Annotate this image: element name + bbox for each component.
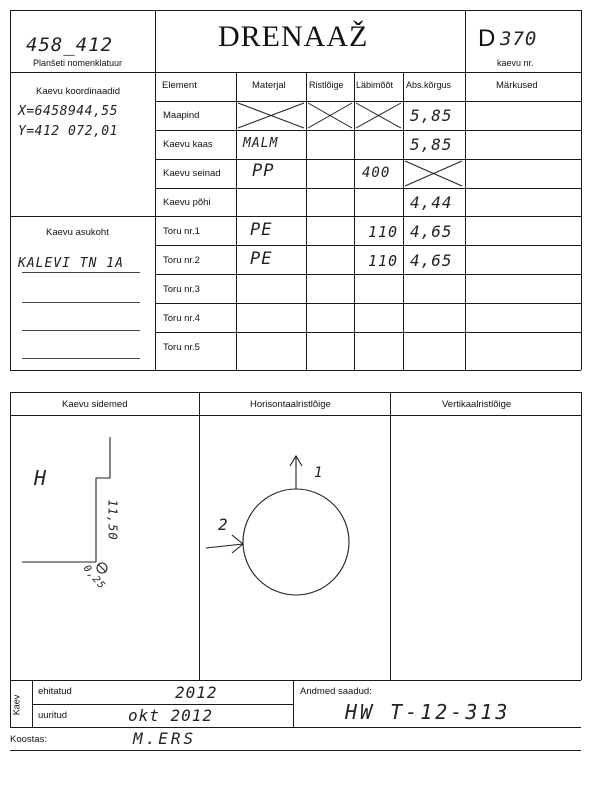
table-row-abs: 4,65 xyxy=(410,251,453,270)
table-row-element: Toru nr.3 xyxy=(163,284,200,295)
sketch-heading-vertical: Vertikaalristlõige xyxy=(442,399,512,410)
arrow-label-1: 1 xyxy=(314,465,324,481)
table-row-abs: 5,85 xyxy=(410,106,453,125)
sketch-heading-connections: Kaevu sidemed xyxy=(62,399,128,410)
table-row-material: PE xyxy=(250,249,273,269)
well-number-value: 370 xyxy=(500,28,538,50)
sketch-heading-horizontal: Horisontaalristlõige xyxy=(250,399,331,410)
location-heading: Kaevu asukoht xyxy=(46,227,109,238)
page-title: DRENAAŽ xyxy=(218,20,369,53)
compiled-value: M.ERS xyxy=(133,729,197,748)
col-header-cross: Ristlõige xyxy=(309,80,344,90)
table-row-abs: 5,85 xyxy=(410,135,453,154)
table-row-diameter: 110 xyxy=(368,252,399,270)
coords-heading: Kaevu koordinaadid xyxy=(36,86,120,97)
location-value: KALEVI TN 1A xyxy=(18,256,124,271)
nomenclature-value: 458_412 xyxy=(26,34,114,56)
table-row-abs: 4,44 xyxy=(410,193,453,212)
table-row-element: Maapind xyxy=(163,110,200,121)
col-header-diameter: Läbimõõt xyxy=(356,80,394,90)
table-row-material: MALM xyxy=(243,136,279,151)
arrow-label-2: 2 xyxy=(218,515,229,534)
table-row-element: Toru nr.1 xyxy=(163,226,200,237)
x-coordinate: X=6458944,55 xyxy=(18,104,118,119)
data-source-label: Andmed saadud: xyxy=(300,686,372,697)
table-row-material: PE xyxy=(250,220,273,240)
sketch-letter-h: H xyxy=(34,466,48,490)
col-header-abs: Abs.kõrgus xyxy=(406,80,452,90)
table-row-element: Toru nr.5 xyxy=(163,342,200,353)
built-label: ehitatud xyxy=(38,686,72,697)
table-row-element: Kaevu seinad xyxy=(163,168,221,179)
footer-side-label: Kaev xyxy=(11,694,22,716)
table-row-diameter: 400 xyxy=(362,165,391,181)
table-row-abs: 4,65 xyxy=(410,222,453,241)
table-row-element: Kaevu kaas xyxy=(163,139,213,150)
sketch-dimension-025: 0,25 xyxy=(80,563,108,592)
table-row-element: Toru nr.4 xyxy=(163,313,200,324)
y-coordinate: Y=412 072,01 xyxy=(18,124,118,139)
well-number-label: kaevu nr. xyxy=(497,58,534,68)
compiled-label: Koostas: xyxy=(10,734,47,745)
nomenclature-label: Planšeti nomenklatuur xyxy=(33,58,123,68)
well-number-prefix: D xyxy=(478,25,496,52)
table-row-material: PP xyxy=(252,161,275,181)
col-header-remarks: Märkused xyxy=(496,80,538,91)
built-value: 2012 xyxy=(175,683,218,702)
table-row-element: Toru nr.2 xyxy=(163,255,200,266)
sketch-dimension-1150: 11,50 xyxy=(105,499,120,541)
col-header-material: Materjal xyxy=(252,80,286,91)
surveyed-value: okt 2012 xyxy=(128,706,214,725)
table-row-element: Kaevu põhi xyxy=(163,197,211,208)
table-row-diameter: 110 xyxy=(368,223,399,241)
data-source-value: HW T-12-313 xyxy=(345,700,511,724)
col-header-element: Element xyxy=(162,80,197,91)
surveyed-label: uuritud xyxy=(38,710,68,721)
